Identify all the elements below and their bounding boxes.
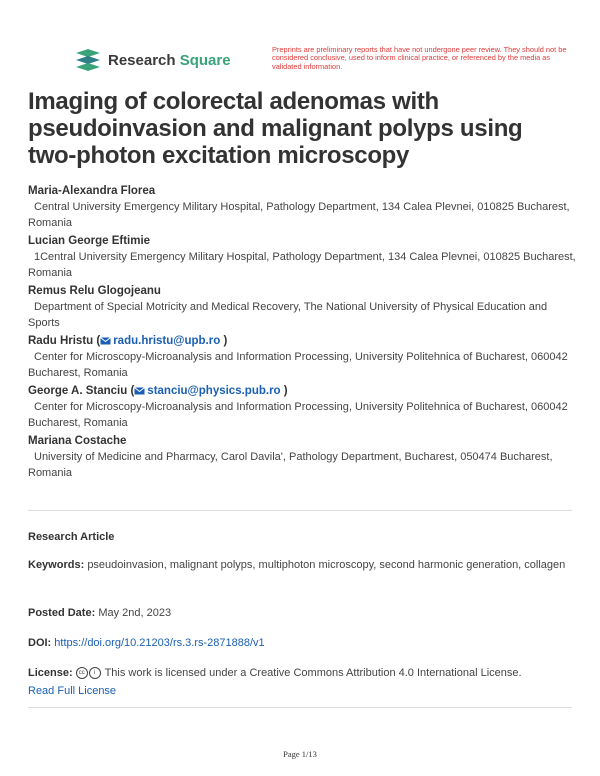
author-entry	[28, 334, 576, 381]
section-divider	[28, 707, 572, 708]
author-entry	[28, 184, 576, 231]
author-affiliation: 1Central University Emergency Military Hospital, Pathology Department, 134 Calea Plevnei, 010825 Bucharest, Romania	[28, 251, 576, 279]
posted-date: Posted Date: May 2nd, 2023	[28, 607, 172, 619]
author-entry	[28, 384, 576, 431]
read-full-license-link[interactable]: Read Full License	[28, 685, 117, 697]
author-name: Lucian George Eftimie	[28, 235, 151, 247]
page-number: Page 1/13	[283, 749, 317, 759]
author-entry	[28, 284, 576, 331]
article-type: Research Article	[28, 531, 115, 543]
author-affiliation: Center for Microscopy-Microanalysis and Information Processing, University Politehnica of Bucharest, 060042 Bucharest, Romania	[28, 351, 568, 379]
keywords: Keywords: pseudoinvasion, malignant polyps, multiphoton microscopy, second harmonic generation, collagen	[28, 559, 566, 571]
page-header	[0, 0, 600, 80]
doi-link[interactable]: https://doi.org/10.21203/rs.3.rs-2871888/v1	[54, 637, 265, 649]
author-name: Mariana Costache	[28, 435, 127, 447]
author-entry	[28, 234, 576, 281]
author-name: Maria-Alexandra Florea	[28, 185, 156, 197]
research-square-logo-icon	[74, 48, 102, 72]
author-list	[28, 184, 576, 484]
paper-title: Imaging of colorectal adenomas with pseudoinvasion and malignant polyps using two-photon excitation microscopy	[28, 88, 523, 169]
attribution-icon: i	[89, 667, 101, 679]
envelope-icon	[100, 337, 111, 345]
author-name-with-email: Radu Hristu ( radu.hristu@upb.ro )	[28, 335, 228, 347]
author-affiliation: Central University Emergency Military Hospital, Pathology Department, 134 Calea Plevnei, 010825 Bucharest, Romania	[28, 201, 570, 229]
author-email-link[interactable]: radu.hristu@upb.ro	[113, 335, 221, 347]
author-email-link[interactable]: stanciu@physics.pub.ro	[147, 385, 281, 397]
author-name: Remus Relu Glogojeanu	[28, 285, 161, 297]
author-entry	[28, 434, 576, 481]
envelope-icon	[134, 387, 145, 395]
creative-commons-icon: cc	[76, 667, 88, 679]
section-divider	[28, 510, 572, 511]
license: License: cc i This work is licensed under a Creative Commons Attribution 4.0 International License. Read Full License	[28, 667, 522, 697]
author-affiliation: University of Medicine and Pharmacy, Carol Davila', Pathology Department, Bucharest, 050474 Bucharest, Romania	[28, 451, 553, 479]
preprint-disclaimer: Preprints are preliminary reports that have not undergone peer review. They should not be considered conclusive, used to inform clinical practice, or referenced by the media as validated information.	[272, 45, 567, 71]
author-name-with-email: George A. Stanciu ( stanciu@physics.pub.ro )	[28, 385, 288, 397]
author-affiliation: Center for Microscopy-Microanalysis and Information Processing, University Politehnica of Bucharest, 060042 Bucharest, Romania	[28, 401, 568, 429]
research-square-logo[interactable]	[74, 48, 231, 72]
author-affiliation: Department of Special Motricity and Medical Recovery, The National University of Physical Education and Sports	[28, 301, 548, 329]
brand-name: Research Square	[108, 51, 231, 69]
doi: DOI: https://doi.org/10.21203/rs.3.rs-2871888/v1	[28, 637, 265, 649]
